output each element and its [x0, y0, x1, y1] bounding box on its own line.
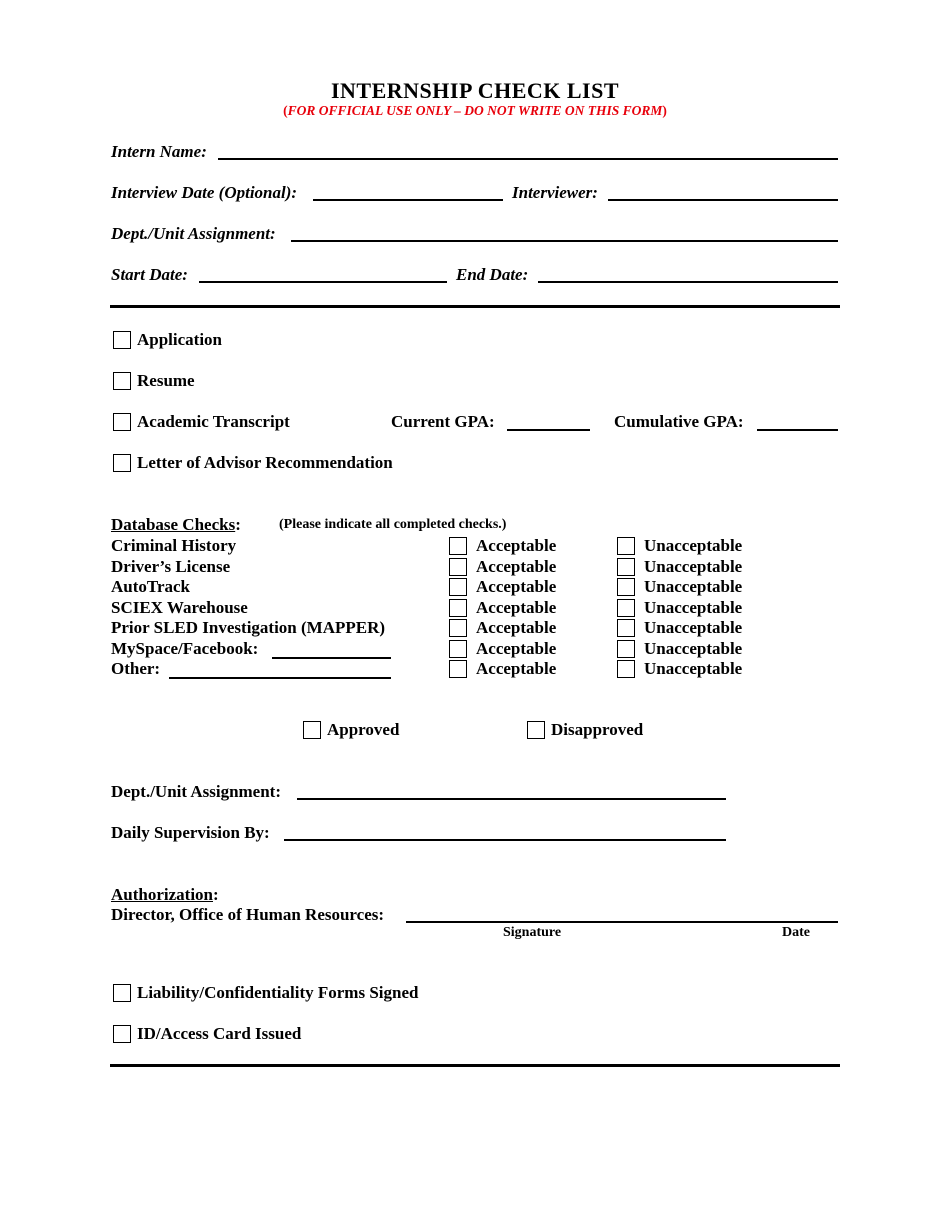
transcript-label: Academic Transcript — [137, 412, 290, 431]
intern-name-label: Intern Name: — [111, 142, 207, 161]
unacceptable-checkbox[interactable] — [617, 537, 635, 555]
unacceptable-checkbox[interactable] — [617, 599, 635, 617]
database-check-label: Prior SLED Investigation (MAPPER) — [111, 618, 386, 637]
acceptable-label: Acceptable — [476, 638, 557, 658]
acceptable-checkbox[interactable] — [449, 640, 467, 658]
unacceptable-label: Unacceptable — [644, 556, 743, 576]
database-check-label: MySpace/Facebook: — [111, 638, 259, 658]
acceptable-checkbox[interactable] — [449, 599, 467, 617]
cumulative-gpa-field[interactable] — [757, 429, 838, 431]
interview-date-label: Interview Date (Optional): — [111, 183, 298, 202]
acceptable-label: Acceptable — [476, 597, 557, 617]
director-label: Director, Office of Human Resources: — [111, 905, 385, 924]
date-caption: Date — [782, 925, 810, 940]
liability-checkbox[interactable] — [113, 984, 131, 1002]
supervision-label: Daily Supervision By: — [111, 823, 270, 842]
start-date-field[interactable] — [199, 281, 447, 283]
final-dept-unit-label: Dept./Unit Assignment: — [111, 782, 282, 801]
database-check-label: Criminal History — [111, 536, 237, 555]
form-title: INTERNSHIP CHECK LIST — [330, 78, 620, 103]
resume-label: Resume — [137, 371, 195, 390]
acceptable-label: Acceptable — [476, 577, 557, 596]
application-checkbox[interactable] — [113, 331, 131, 349]
supervision-field[interactable] — [284, 839, 726, 841]
dept-unit-label: Dept./Unit Assignment: — [111, 224, 276, 243]
acceptable-checkbox[interactable] — [449, 578, 467, 596]
authorization-heading: Authorization: — [111, 885, 219, 904]
other-check-field[interactable] — [169, 677, 391, 679]
resume-checkbox[interactable] — [113, 372, 131, 390]
acceptable-label: Acceptable — [476, 556, 557, 576]
current-gpa-field[interactable] — [507, 429, 590, 431]
end-date-field[interactable] — [538, 281, 838, 283]
unacceptable-label: Unacceptable — [644, 638, 743, 658]
signature-caption: Signature — [503, 925, 562, 940]
current-gpa-label: Current GPA: — [391, 412, 495, 431]
unacceptable-checkbox[interactable] — [617, 558, 635, 576]
database-checks-heading: Database Checks: — [111, 515, 241, 534]
interview-date-field[interactable] — [313, 199, 503, 201]
acceptable-checkbox[interactable] — [449, 660, 467, 678]
database-checks-note: (Please indicate all completed checks.) — [279, 517, 507, 532]
form-subtitle: (FOR OFFICIAL USE ONLY – DO NOT WRITE ON THIS FORM) — [283, 103, 667, 118]
disapproved-label: Disapproved — [551, 720, 644, 739]
unacceptable-checkbox[interactable] — [617, 660, 635, 678]
section-divider — [110, 305, 840, 308]
database-check-label: Driver’s License — [111, 556, 231, 576]
acceptable-label: Acceptable — [476, 536, 557, 555]
advisor-letter-checkbox[interactable] — [113, 454, 131, 472]
unacceptable-label: Unacceptable — [644, 618, 743, 637]
database-check-label: AutoTrack — [111, 577, 191, 596]
liability-label: Liability/Confidentiality Forms Signed — [137, 983, 419, 1002]
database-check-label: Other: — [111, 659, 161, 678]
director-signature-field[interactable] — [406, 921, 838, 923]
unacceptable-checkbox[interactable] — [617, 619, 635, 637]
bottom-divider — [110, 1064, 840, 1067]
dept-unit-field[interactable] — [291, 240, 838, 242]
acceptable-label: Acceptable — [476, 659, 557, 678]
unacceptable-checkbox[interactable] — [617, 640, 635, 658]
acceptable-checkbox[interactable] — [449, 619, 467, 637]
subtitle-text: FOR OFFICIAL USE ONLY – DO NOT WRITE ON THIS FORM — [287, 103, 663, 118]
interviewer-field[interactable] — [608, 199, 838, 201]
approved-label: Approved — [327, 720, 400, 739]
start-date-label: Start Date: — [111, 265, 188, 284]
id-card-checkbox[interactable] — [113, 1025, 131, 1043]
acceptable-checkbox[interactable] — [449, 558, 467, 576]
advisor-letter-label: Letter of Advisor Recommendation — [137, 453, 393, 472]
approved-checkbox[interactable] — [303, 721, 321, 739]
intern-name-field[interactable] — [218, 158, 838, 160]
unacceptable-label: Unacceptable — [644, 577, 743, 596]
unacceptable-label: Unacceptable — [644, 659, 743, 678]
transcript-checkbox[interactable] — [113, 413, 131, 431]
database-check-label: SCIEX Warehouse — [111, 597, 248, 617]
disapproved-checkbox[interactable] — [527, 721, 545, 739]
acceptable-checkbox[interactable] — [449, 537, 467, 555]
acceptable-label: Acceptable — [476, 618, 557, 637]
unacceptable-label: Unacceptable — [644, 597, 743, 617]
end-date-label: End Date: — [456, 265, 529, 284]
cumulative-gpa-label: Cumulative GPA: — [614, 412, 744, 431]
unacceptable-checkbox[interactable] — [617, 578, 635, 596]
final-dept-unit-field[interactable] — [297, 798, 726, 800]
interviewer-label: Interviewer: — [512, 183, 598, 202]
application-label: Application — [137, 330, 223, 349]
unacceptable-label: Unacceptable — [644, 536, 743, 555]
id-card-label: ID/Access Card Issued — [137, 1024, 302, 1043]
social-media-field[interactable] — [272, 657, 391, 659]
